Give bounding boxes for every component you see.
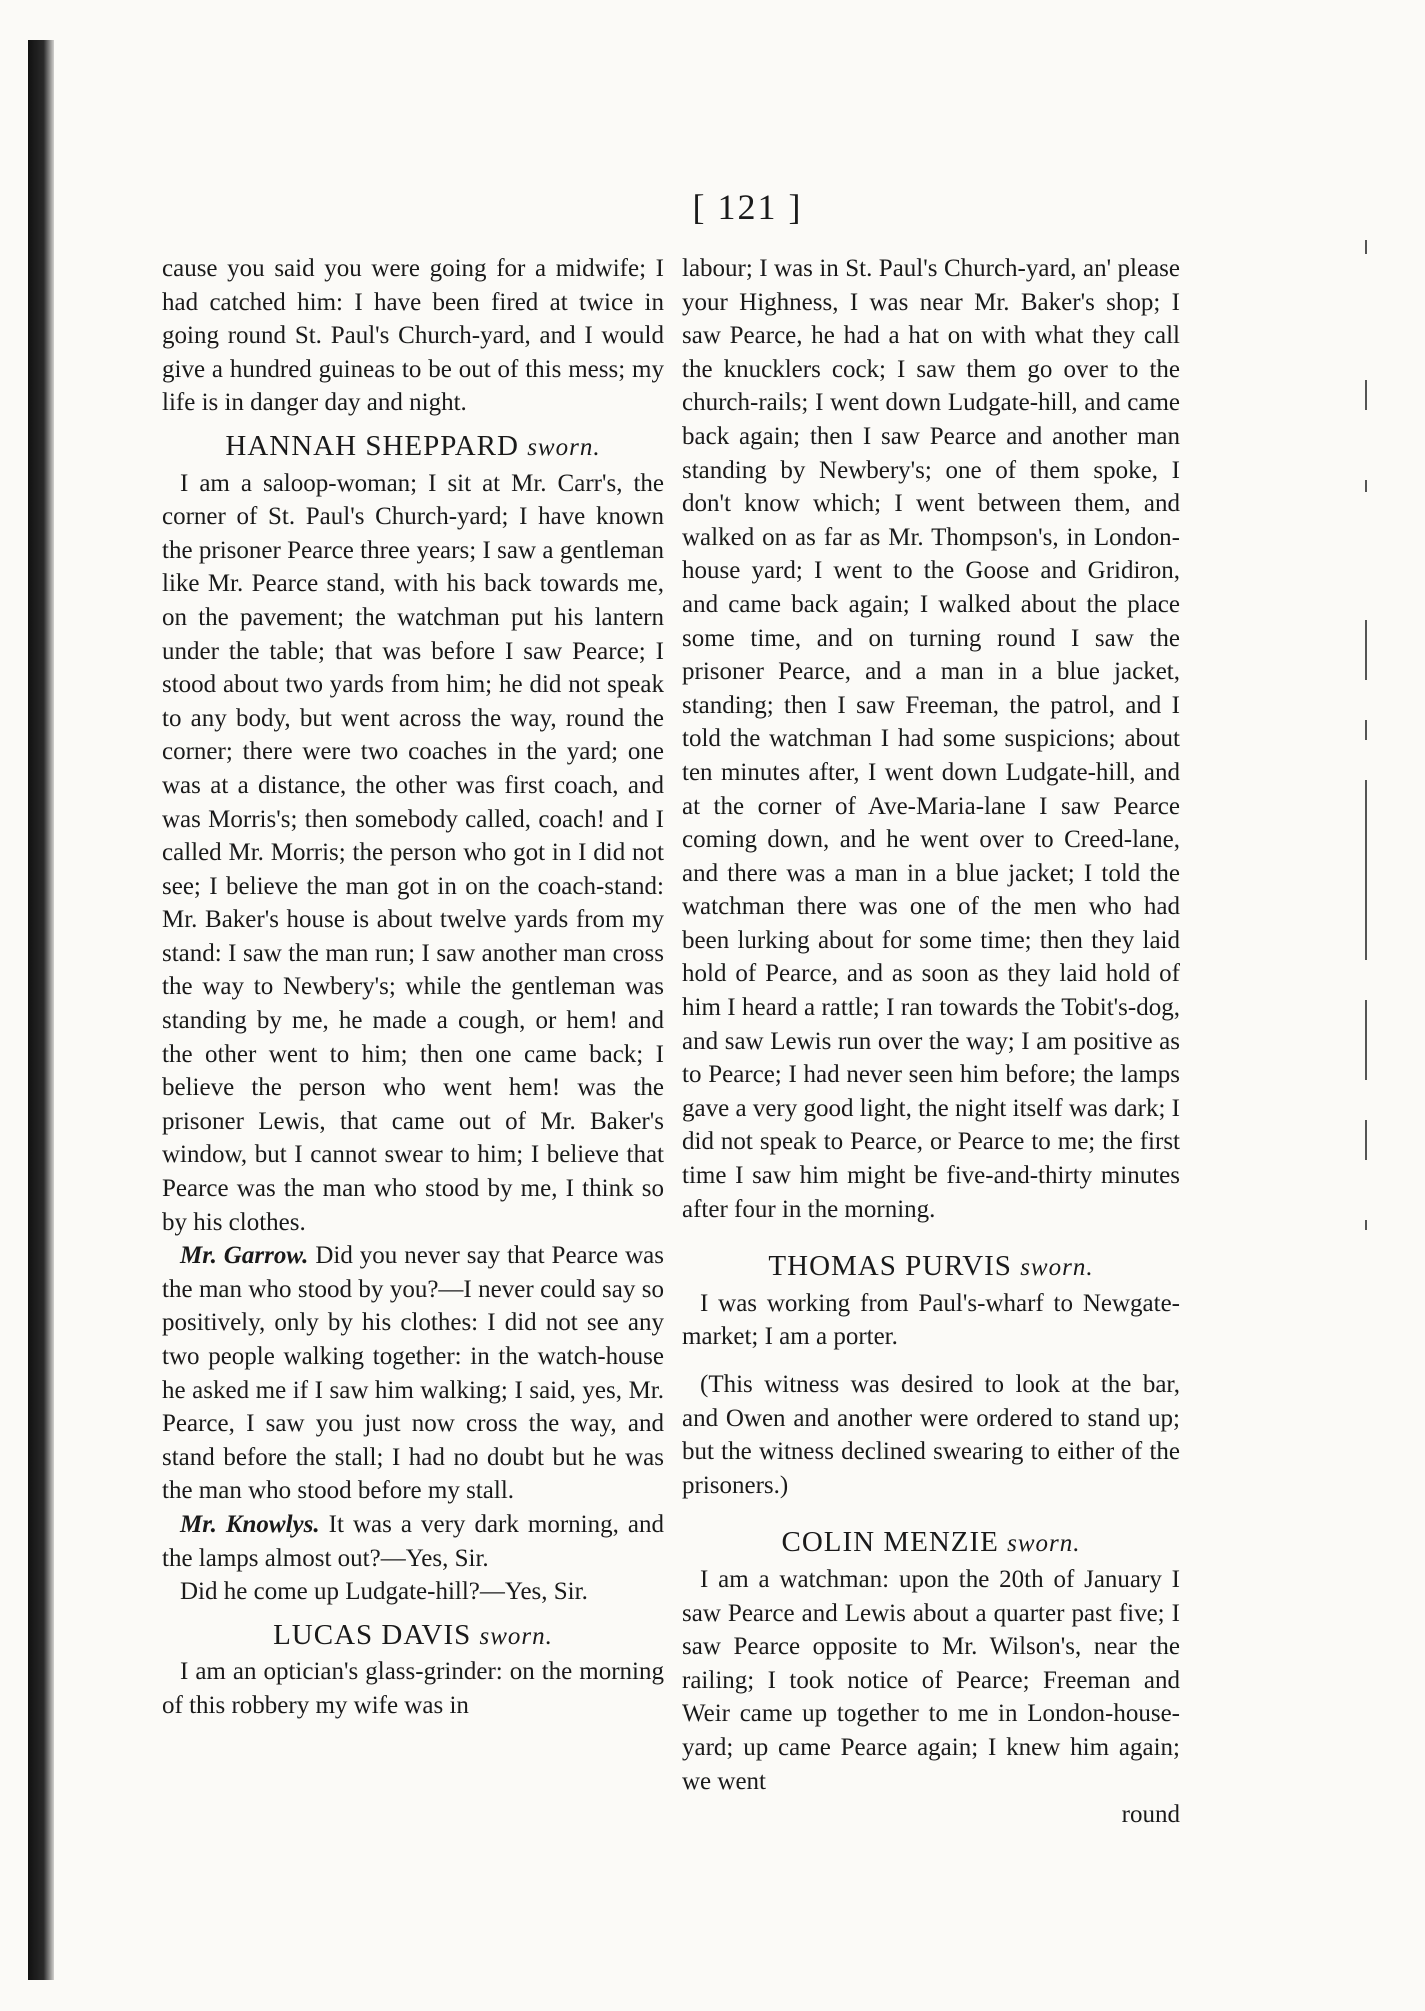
witness-heading bbox=[682, 1250, 1180, 1285]
catchword: round bbox=[1121, 1801, 1180, 1829]
scan-mark bbox=[1365, 480, 1367, 492]
scan-mark bbox=[1365, 780, 1367, 960]
witness-heading bbox=[682, 1526, 1180, 1561]
paragraph bbox=[162, 1239, 664, 1508]
scan-mark bbox=[1365, 1000, 1367, 1080]
right-column bbox=[682, 252, 1180, 1832]
speaker-label: Mr. Knowlys. bbox=[180, 1510, 320, 1538]
paragraph: cause you said you were going for a midwife; I had catched him: I have been fired at twice in going round St. Paul's Church-yard, and I would give a hundred guineas to be out of this mess; my life is in danger day and night. bbox=[162, 255, 664, 417]
sworn-label: sworn. bbox=[1007, 1530, 1081, 1558]
scan-mark bbox=[1365, 1120, 1367, 1160]
sworn-label: sworn. bbox=[527, 433, 601, 461]
sworn-label: sworn. bbox=[1020, 1254, 1094, 1282]
spacer bbox=[682, 1502, 1180, 1516]
scan-mark bbox=[1365, 380, 1367, 410]
paragraph: I am a watchman: upon the 20th of January I saw Pearce and Lewis about a quarter past five; I saw Pearce opposite to Mr. Wilson's, near the railing; I took notice of Pearce; Freeman and Weir came up together to me in London-house-yard; up came Pearce again; I knew him again; we went bbox=[682, 1565, 1180, 1795]
spacer bbox=[682, 1354, 1180, 1368]
witness-heading bbox=[162, 1619, 664, 1654]
scan-mark bbox=[1365, 720, 1367, 740]
book-binding-edge bbox=[28, 40, 54, 1980]
witness-name: HANNAH SHEPPARD bbox=[225, 429, 519, 462]
sworn-label: sworn. bbox=[479, 1622, 553, 1650]
witness-name: THOMAS PURVIS bbox=[768, 1250, 1012, 1283]
witness-name: LUCAS DAVIS bbox=[273, 1618, 472, 1651]
paragraph: (This witness was desired to look at the bar, and Owen and another were ordered to stand up; but the witness declined swearing to either of the prisoners.) bbox=[682, 1371, 1180, 1499]
paragraph: Did he come up Ludgate-hill?—Yes, Sir. bbox=[180, 1578, 588, 1606]
paragraph: I am an optician's glass-grinder: on the morning of this robbery my wife was in bbox=[162, 1658, 664, 1719]
paragraph: I am a saloop-woman; I sit at Mr. Carr's, the corner of St. Paul's Church-yard; I have known the prisoner Pearce three years; I saw a gentleman like Mr. Pearce stand, with his back towards me, on the pavement; the watchman put his lantern under the table; that was before I saw Pearce; I stood about two yards from him; he did not speak to any body, but went across the way, round the corner; there were two coaches in the yard; one was at a distance, the other was first coach, and was Morris's; then somebody called, coach! and I called Mr. Morris; the person who got in I did not see; I believe the man got in on the coach-stand: Mr. Baker's house is about twelve yards from my stand: I saw the man run; I saw another man cross the way to Newbery's; while the gentleman was standing by me, he made a cough, or hem! and the other went to him; then one came back; I believe the person who went hem! was the prisoner Lewis, that came out of Mr. Baker's window, but I cannot swear to him; I believe that Pearce was the man who stood by me, I think so by his clothes. bbox=[162, 469, 664, 1236]
scan-mark bbox=[1365, 240, 1367, 254]
paragraph bbox=[162, 1508, 664, 1575]
spacer bbox=[682, 1226, 1180, 1240]
scan-mark bbox=[1365, 620, 1367, 680]
page-number: [ 121 ] bbox=[692, 187, 803, 227]
scan-mark bbox=[1365, 1220, 1367, 1230]
witness-name: COLIN MENZIE bbox=[781, 1526, 999, 1559]
paragraph-text: It was a very dark morning, and the lamps almost out?—Yes, Sir. bbox=[162, 1510, 664, 1572]
margin-scan-marks bbox=[1355, 220, 1385, 1520]
speaker-label: Mr. Garrow. bbox=[180, 1242, 309, 1270]
left-column bbox=[162, 252, 664, 1723]
paragraph: labour; I was in St. Paul's Church-yard, an' please your Highness, I was near Mr. Baker's shop; I saw Pearce, he had a hat on with what they call the knucklers cock; I saw them go over to the church-rails; I went down Ludgate-hill, and came back again; then I saw Pearce and another man standing by Newbery's; one of them spoke, I don't know which; I went between them, and walked on as far as Mr. Thompson's, in London-house yard; I went to the Goose and Gridiron, and came back again; I walked about the place some time, and on turning round I saw the prisoner Pearce, and a man in a blue jacket, standing; then I saw Freeman, the patrol, and I told the watchman I had some suspicions; about ten minutes after, I went down Ludgate-hill, and at the corner of Ave-Maria-lane I saw Pearce coming down, and he went over to Creed-lane, and there was a man in a blue jacket; I told the watchman there was one of the men who had been lurking about for some time; then they laid hold of Pearce, and as soon as they laid hold of him I heard a rattle; I ran towards the Tobit's-dog, and saw Lewis run over the way; I am positive as to Pearce; I had never seen him before; the lamps gave a very good light, the night itself was dark; I did not speak to Pearce, or Pearce to me; the first time I saw him might be five-and-thirty minutes after four in the morning. bbox=[682, 255, 1180, 1223]
witness-heading bbox=[162, 430, 664, 465]
paragraph: I was working from Paul's-wharf to Newgate-market; I am a porter. bbox=[682, 1289, 1180, 1351]
paragraph-text: Did you never say that Pearce was the man who stood by you?—I never could say so positively, only by his clothes: I did not see any two people walking together: in the watch-house he asked me if I saw him walking; I said, yes, Mr. Pearce, I saw you just now cross the way, and stand before the stall; I had no doubt but he was the man who stood before my stall. bbox=[162, 1242, 665, 1505]
